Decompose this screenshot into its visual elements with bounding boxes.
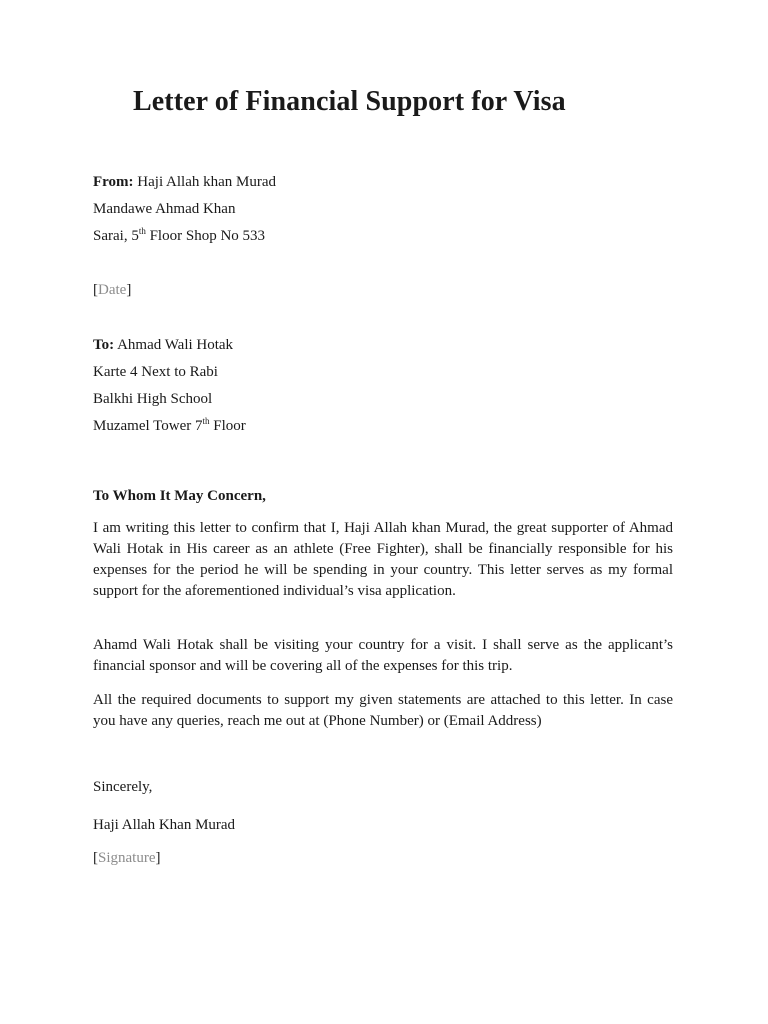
to-line4-sup: th xyxy=(202,416,210,426)
from-line3-a: Sarai, 5 xyxy=(93,228,139,244)
signature-text: Signature xyxy=(98,850,156,866)
to-line4-a: Muzamel Tower 7 xyxy=(93,418,203,434)
date-bracket-close: ] xyxy=(126,282,132,298)
signature-bracket-open: [ xyxy=(93,850,98,866)
from-label: From: xyxy=(93,174,134,190)
from-address-line-2: Mandawe Ahmad Khan xyxy=(93,201,236,217)
to-line xyxy=(93,335,233,355)
body-paragraph-1: I am writing this letter to confirm that I, Haji Allah khan Murad, the great supporter of Ahmad Wali Hotak in His career as an athlete (Free Fighter), shall be financially responsible for his expenses for the period he will be spending in your country. This letter serves as my formal support for the aforementioned individual’s visa application. xyxy=(93,520,673,599)
to-line4-b: Floor xyxy=(209,418,246,434)
signature-bracket-close: ] xyxy=(155,850,161,866)
date-placeholder xyxy=(93,280,131,300)
signer-name: Haji Allah Khan Murad xyxy=(93,817,236,833)
to-address-line-2: Karte 4 Next to Rabi xyxy=(93,364,218,380)
salutation xyxy=(93,486,266,506)
from-line3-b: Floor Shop No 533 xyxy=(145,228,266,244)
to-name: Ahmad Wali Hotak xyxy=(117,337,234,353)
closing: Sincerely, xyxy=(93,779,153,795)
to-label: To: xyxy=(93,337,115,353)
salutation-text: To Whom It May Concern, xyxy=(93,488,266,504)
from-name: Haji Allah khan Murad xyxy=(137,174,277,190)
date-bracket-open: [ xyxy=(93,282,98,298)
to-address-line-4 xyxy=(93,416,246,436)
body-paragraph-3: All the required documents to support my given statements are attached to this letter. In case you have any queries, reach me out at (Phone Number) or (Email Address) xyxy=(93,692,673,729)
date-text: Date xyxy=(98,282,127,298)
signature-placeholder xyxy=(93,848,161,868)
from-line3-sup: th xyxy=(138,226,146,236)
page-title: Letter of Financial Support for Visa xyxy=(133,86,566,117)
to-address-line-3: Balkhi High School xyxy=(93,391,213,407)
body-paragraph-2: Ahamd Wali Hotak shall be visiting your country for a visit. I shall serve as the applicant’s financial sponsor and will be covering all of the expenses for this trip. xyxy=(93,637,673,674)
from-address-line-3 xyxy=(93,226,265,246)
from-line xyxy=(93,172,276,192)
